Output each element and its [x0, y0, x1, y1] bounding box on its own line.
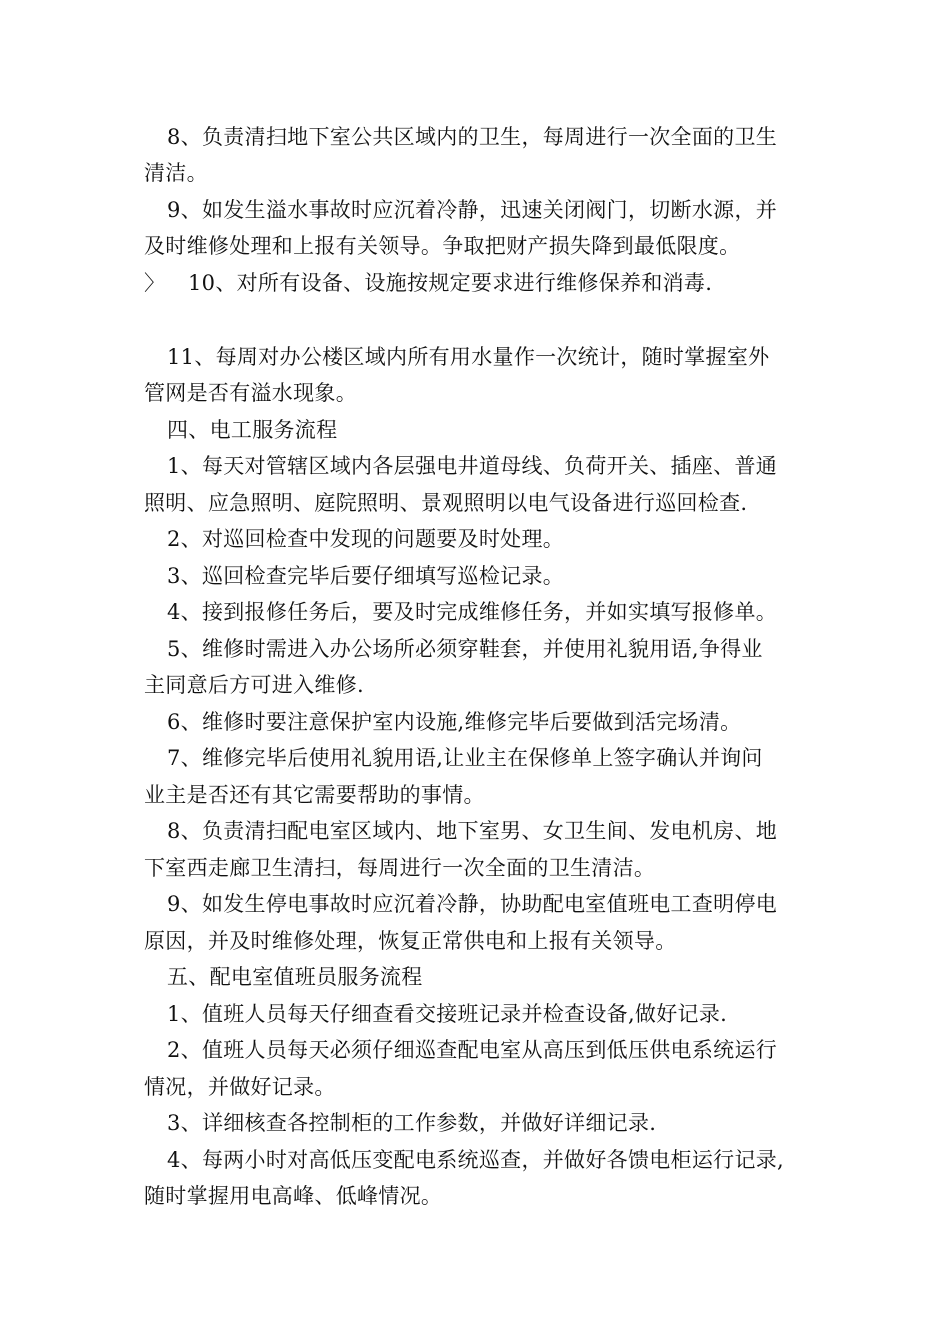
paragraph-line: 4、接到报修任务后，要及时完成维修任务，并如实填写报修单。	[167, 600, 778, 624]
paragraph-line: 9、如发生溢水事故时应沉着冷静，迅速关闭阀门，切断水源，并	[167, 198, 778, 222]
bracket-mark: 〉	[144, 271, 165, 295]
paragraph-line: 5、维修时需进入办公场所必须穿鞋套，并使用礼貌用语,争得业	[167, 637, 763, 661]
paragraph-line: 下室西走廊卫生清扫，每周进行一次全面的卫生清洁。	[144, 856, 656, 880]
paragraph-line: 管网是否有溢水现象。	[144, 381, 357, 405]
paragraph-line: 照明、应急照明、庭院照明、景观照明以电气设备进行巡回检查.	[144, 491, 748, 515]
paragraph-line: 情况，并做好记录。	[144, 1075, 336, 1099]
paragraph-line: 9、如发生停电事故时应沉着冷静，协助配电室值班电工查明停电	[167, 892, 778, 916]
paragraph-line: 原因，并及时维修处理，恢复正常供电和上报有关领导。	[144, 929, 677, 953]
section-heading: 五、配电室值班员服务流程	[167, 965, 423, 989]
paragraph-line: 10、对所有设备、设施按规定要求进行维修保养和消毒.	[188, 271, 713, 295]
paragraph-line: 及时维修处理和上报有关领导。争取把财产损失降到最低限度。	[144, 234, 741, 258]
paragraph-line: 8、负责清扫地下室公共区域内的卫生，每周进行一次全面的卫生	[167, 125, 778, 149]
paragraph-line: 1、每天对管辖区域内各层强电井道母线、负荷开关、插座、普通	[167, 454, 778, 478]
paragraph-line: 2、值班人员每天必须仔细巡查配电室从高压到低压供电系统运行	[167, 1038, 778, 1062]
paragraph-line: 11、每周对办公楼区域内所有用水量作一次统计，随时掌握室外	[167, 345, 770, 369]
paragraph-line: 2、对巡回检查中发现的问题要及时处理。	[167, 527, 565, 551]
paragraph-line: 4、每两小时对高低压变配电系统巡查，并做好各馈电柜运行记录,	[167, 1148, 785, 1172]
paragraph-line: 清洁。	[144, 161, 208, 185]
paragraph-line: 6、维修时要注意保护室内设施,维修完毕后要做到活完场清。	[167, 710, 742, 734]
paragraph-line: 业主是否还有其它需要帮助的事情。	[144, 783, 485, 807]
paragraph-line: 主同意后方可进入维修.	[144, 673, 364, 697]
paragraph-line: 1、值班人员每天仔细查看交接班记录并检查设备,做好记录.	[167, 1002, 728, 1026]
section-heading: 四、电工服务流程	[167, 418, 338, 442]
paragraph-line: 7、维修完毕后使用礼貌用语,让业主在保修单上签字确认并询问	[167, 746, 763, 770]
paragraph-line: 3、巡回检查完毕后要仔细填写巡检记录。	[167, 564, 565, 588]
paragraph-line: 3、详细核查各控制柜的工作参数，并做好详细记录.	[167, 1111, 657, 1135]
paragraph-line: 随时掌握用电高峰、低峰情况。	[144, 1184, 443, 1208]
paragraph-line: 8、负责清扫配电室区域内、地下室男、女卫生间、发电机房、地	[167, 819, 778, 843]
